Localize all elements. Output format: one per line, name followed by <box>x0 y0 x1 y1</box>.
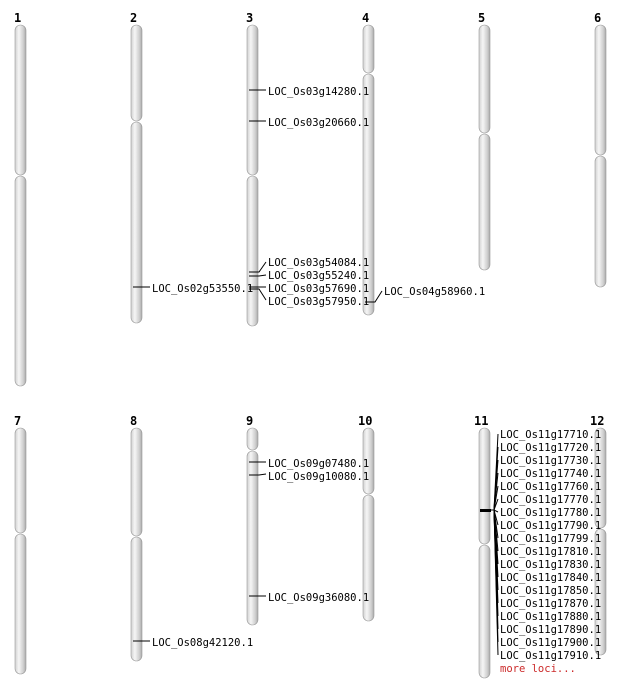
locus-label: LOC_Os11g17810.1 <box>500 546 602 558</box>
chromosome-label-2: 2 <box>130 11 138 25</box>
chromosome-label-1: 1 <box>14 11 22 25</box>
locus-label: LOC_Os11g17790.1 <box>500 520 602 532</box>
locus-label: LOC_Os09g07480.1 <box>268 458 370 470</box>
chromosome-7 <box>15 428 26 674</box>
locus-label: LOC_Os03g20660.1 <box>268 117 370 129</box>
locus-label: LOC_Os11g17710.1 <box>500 429 602 441</box>
chromosome-2 <box>131 25 142 323</box>
locus-label: LOC_Os02g53550.1 <box>152 283 254 295</box>
chromosome-9 <box>247 428 258 625</box>
chromosome-label-10: 10 <box>358 414 373 428</box>
locus-label: LOC_Os11g17799.1 <box>500 533 602 545</box>
locus-label: LOC_Os11g17720.1 <box>500 442 602 454</box>
locus-label: LOC_Os11g17870.1 <box>500 598 602 610</box>
chromosome-label-3: 3 <box>246 11 254 25</box>
locus-label: LOC_Os03g57950.1 <box>268 296 370 308</box>
locus-label: LOC_Os11g17730.1 <box>500 455 602 467</box>
locus-label: LOC_Os11g17890.1 <box>500 624 602 636</box>
locus-label: LOC_Os04g58960.1 <box>384 286 486 298</box>
chromosome-5 <box>479 25 490 270</box>
more-loci-link[interactable]: more loci... <box>500 663 576 675</box>
chromosome-label-7: 7 <box>14 414 22 428</box>
chromosome-3 <box>247 25 258 326</box>
locus-label: LOC_Os11g17840.1 <box>500 572 602 584</box>
chromosome-8 <box>131 428 142 661</box>
locus-fan-lines-chr11 <box>490 434 498 655</box>
locus-label: LOC_Os03g54084.1 <box>268 257 370 269</box>
locus-label: LOC_Os11g17910.1 <box>500 650 602 662</box>
locus-label: LOC_Os11g17770.1 <box>500 494 602 506</box>
locus-label: LOC_Os11g17900.1 <box>500 637 602 649</box>
chromosome-label-5: 5 <box>478 11 486 25</box>
locus-label: LOC_Os03g57690.1 <box>268 283 370 295</box>
chromosome-11 <box>479 428 490 678</box>
locus-label: LOC_Os03g55240.1 <box>268 270 370 282</box>
chromosome-label-11: 11 <box>474 414 489 428</box>
chromosome-label-9: 9 <box>246 414 254 428</box>
locus-label: LOC_Os03g14280.1 <box>268 86 370 98</box>
locus-label: LOC_Os11g17760.1 <box>500 481 602 493</box>
locus-label: LOC_Os11g17830.1 <box>500 559 602 571</box>
chromosome-label-6: 6 <box>594 11 602 25</box>
chromosome-label-12: 12 <box>590 414 605 428</box>
locus-cluster-marker <box>480 509 491 512</box>
chromosome-label-4: 4 <box>362 11 370 25</box>
locus-label: LOC_Os11g17850.1 <box>500 585 602 597</box>
chromosome-6 <box>595 25 606 287</box>
locus-label: LOC_Os09g10080.1 <box>268 471 370 483</box>
chromosome-label-8: 8 <box>130 414 138 428</box>
locus-label: LOC_Os08g42120.1 <box>152 637 254 649</box>
locus-label: LOC_Os11g17780.1 <box>500 507 602 519</box>
locus-label: LOC_Os09g36080.1 <box>268 592 370 604</box>
chromosome-1 <box>15 25 26 386</box>
locus-label: LOC_Os11g17740.1 <box>500 468 602 480</box>
locus-label: LOC_Os11g17880.1 <box>500 611 602 623</box>
